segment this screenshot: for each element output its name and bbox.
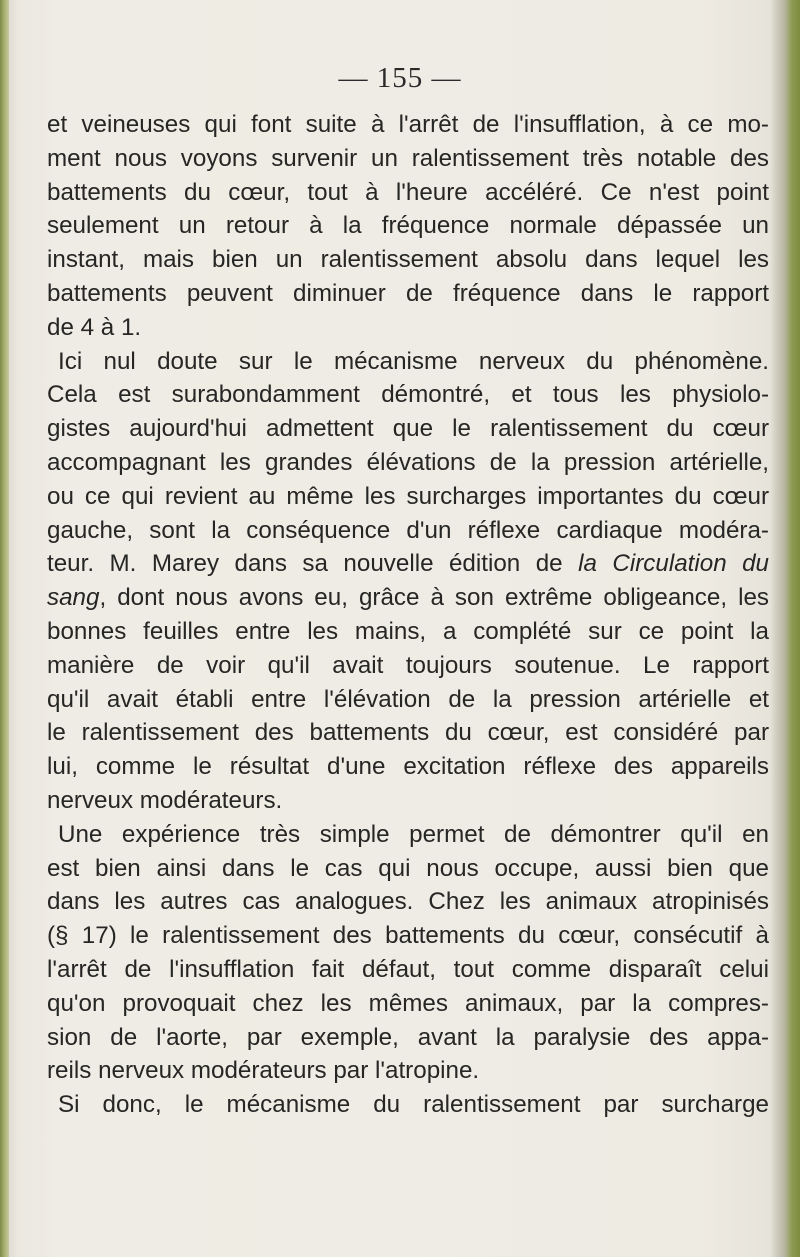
text-line: nerveux modérateurs. bbox=[47, 786, 283, 814]
text-line: lui, comme le résultat d'une excitation réflexe des appareils bbox=[47, 753, 769, 781]
page-binding-edge bbox=[0, 0, 9, 1257]
text-segment: , dont nous avons eu, grâce à son extrême obligeance, les bbox=[99, 584, 769, 612]
text-line bbox=[47, 547, 769, 581]
text-line: Une expérience très simple permet de démontrer qu'il en bbox=[58, 820, 769, 848]
text-line: battements peuvent diminuer de fréquence dans le rapport bbox=[47, 279, 769, 307]
text-line: Cela est surabondamment démontré, et tous les physiolo- bbox=[47, 381, 769, 409]
text-line: ou ce qui revient au même les surcharges importantes du cœur bbox=[47, 482, 769, 510]
page-outer-edge bbox=[770, 0, 800, 1257]
text-line: (§ 17) le ralentissement des battements du cœur, consécutif à bbox=[47, 922, 769, 950]
text-line: est bien ainsi dans le cas qui nous occupe, aussi bien que bbox=[47, 854, 769, 882]
text-line: accompagnant les grandes élévations de la pression artérielle, bbox=[47, 448, 769, 476]
text-line: l'arrêt de l'insufflation fait défaut, tout comme disparaît celui bbox=[47, 955, 769, 983]
text-line bbox=[47, 581, 769, 615]
page-number: — 155 — bbox=[338, 62, 462, 94]
text-line: ment nous voyons survenir un ralentissement très notable des bbox=[47, 144, 769, 172]
text-segment: teur. M. Marey dans sa nouvelle édition de bbox=[47, 550, 579, 578]
text-line: bonnes feuilles entre les mains, a complété sur ce point la bbox=[47, 617, 769, 645]
paragraph-4 bbox=[47, 1088, 769, 1122]
text-line: instant, mais bien un ralentissement absolu dans lequel les bbox=[47, 246, 769, 274]
text-line: qu'on provoquait chez les mêmes animaux, par la compres- bbox=[47, 989, 769, 1017]
text-line: qu'il avait établi entre l'élévation de la pression artérielle et bbox=[47, 685, 769, 713]
text-line: gistes aujourd'hui admettent que le ralentissement du cœur bbox=[47, 415, 769, 443]
paragraph-2 bbox=[47, 345, 769, 818]
text-line: reils nerveux modérateurs par l'atropine. bbox=[47, 1057, 480, 1085]
text-line: seulement un retour à la fréquence normale dépassée un bbox=[47, 212, 769, 240]
text-line: Si donc, le mécanisme du ralentissement par surcharge bbox=[58, 1091, 769, 1119]
text-line: le ralentissement des battements du cœur, est considéré par bbox=[47, 719, 769, 747]
text-line: de 4 à 1. bbox=[47, 313, 142, 341]
text-line: et veineuses qui font suite à l'arrêt de l'insufflation, à ce mo- bbox=[47, 111, 769, 138]
body-text bbox=[47, 108, 769, 1122]
paragraph-3 bbox=[47, 818, 769, 1088]
text-line: Ici nul doute sur le mécanisme nerveux du phénomène. bbox=[58, 347, 769, 375]
italic-title: sang bbox=[47, 584, 100, 612]
text-line: sion de l'aorte, par exemple, avant la paralysie des appa- bbox=[47, 1023, 769, 1051]
text-line: battements du cœur, tout à l'heure accéléré. Ce n'est point bbox=[47, 178, 769, 206]
text-line: gauche, sont la conséquence d'un réflexe cardiaque modéra- bbox=[47, 516, 769, 544]
italic-title: la Circulation du bbox=[578, 550, 770, 578]
text-line: manière de voir qu'il avait toujours soutenue. Le rapport bbox=[47, 651, 769, 679]
paragraph-1 bbox=[47, 108, 769, 345]
text-line: dans les autres cas analogues. Chez les animaux atropinisés bbox=[47, 888, 769, 916]
